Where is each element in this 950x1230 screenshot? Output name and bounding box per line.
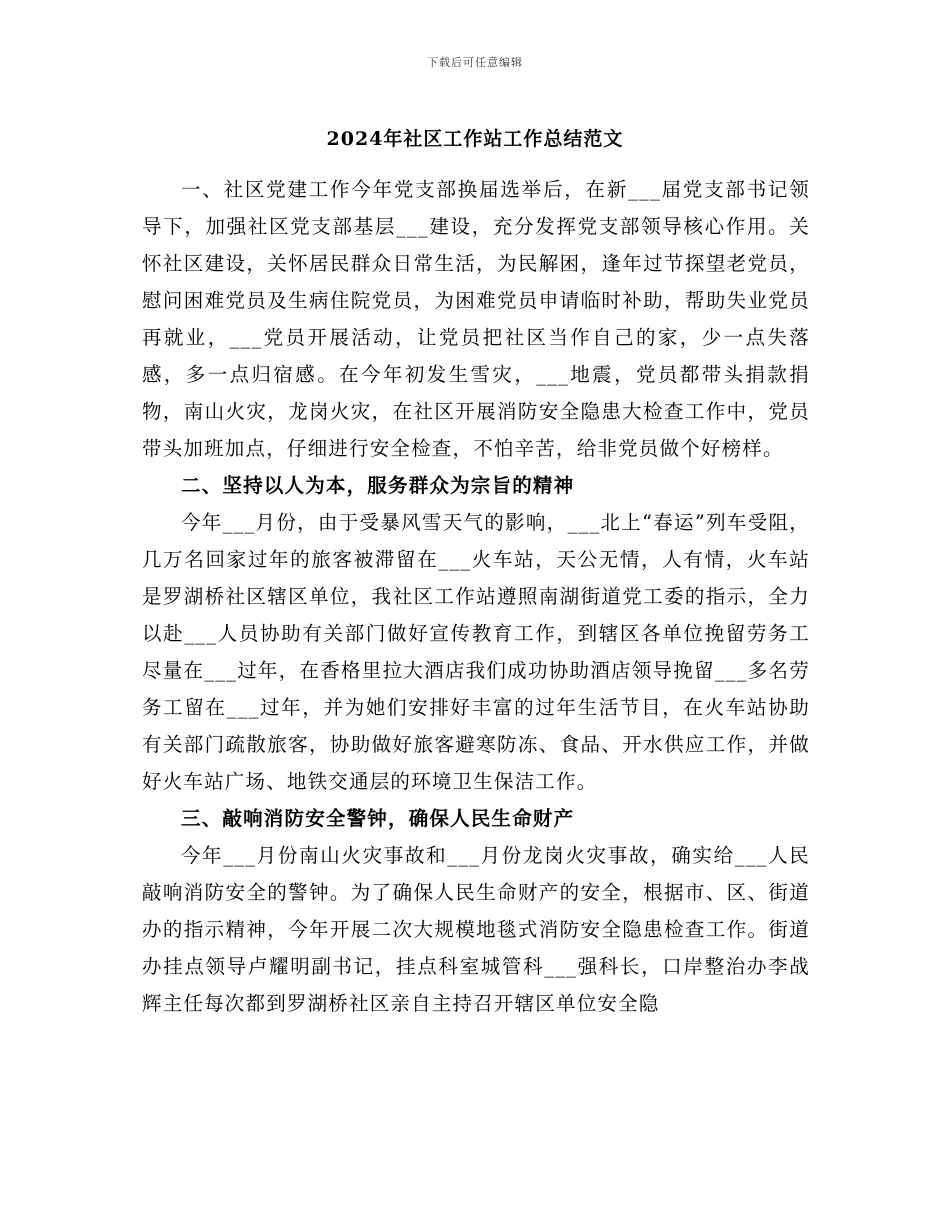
document-body <box>142 171 810 1022</box>
paragraph-fire-safety: 今年___月份南山火灾事故和___月份龙岗火灾事故，确实给___人民敲响消防安全的警钟。为了确保人民生命财产的安全，根据市、区、街道办的指示精神，今年开展二次大规模地毯式消防安全隐患检查工作。街道办挂点领导卢耀明副书记，挂点科室城管科___强科长，口岸整治办李战辉主任每次都到罗湖桥社区亲自主持召开辖区单位安全隐 <box>142 844 810 1015</box>
paragraph-spring-festival-service: 今年___月份，由于受暴风雪天气的影响，___北上“春运”列车受阻，几万名回家过年的旅客被滞留在___火车站，天公无情，人有情，火车站是罗湖桥社区辖区单位，我社区工作站遵照南湖街道党工委的指示，全力以赴___人员协助有关部门做好宣传教育工作，到辖区各单位挽留劳务工尽量在___过年，在香格里拉大酒店我们成功协助酒店领导挽留___多名劳务工留在___过年，并为她们安排好丰富的过年生活节目，在火车站协助有关部门疏散旅客，协助做好旅客避寒防冻、食品、开水供应工作，并做好火车站广场、地铁交通层的环境卫生保洁工作。 <box>142 511 810 793</box>
page-header-note: 下载后可任意编辑 <box>427 56 523 69</box>
document-title: 2024年社区工作站工作总结范文 <box>326 128 624 150</box>
section-heading-people-oriented: 二、坚持以人为本，服务群众为宗旨的精神 <box>181 474 575 497</box>
paragraph-party-building: 一、社区党建工作今年党支部换届选举后，在新___届党支部书记领导下，加强社区党支部基层___建设，充分发挥党支部领导核心作用。关怀社区建设，关怀居民群众日常生活，为民解困，逢年过节探望老党员，慰问困难党员及生病住院党员，为困难党员申请临时补助，帮助失业党员再就业，___党员开展活动，让党员把社区当作自己的家，少一点失落感，多一点归宿感。在今年初发生雪灾，___地震，党员都带头捐款捐物，南山火灾，龙岗火灾，在社区开展消防安全隐患大检查工作中，党员带头加班加点，仔细进行安全检查，不怕辛苦，给非党员做个好榜样。 <box>142 178 810 460</box>
section-heading-fire-safety: 三、敲响消防安全警钟，确保人民生命财产 <box>181 807 575 830</box>
